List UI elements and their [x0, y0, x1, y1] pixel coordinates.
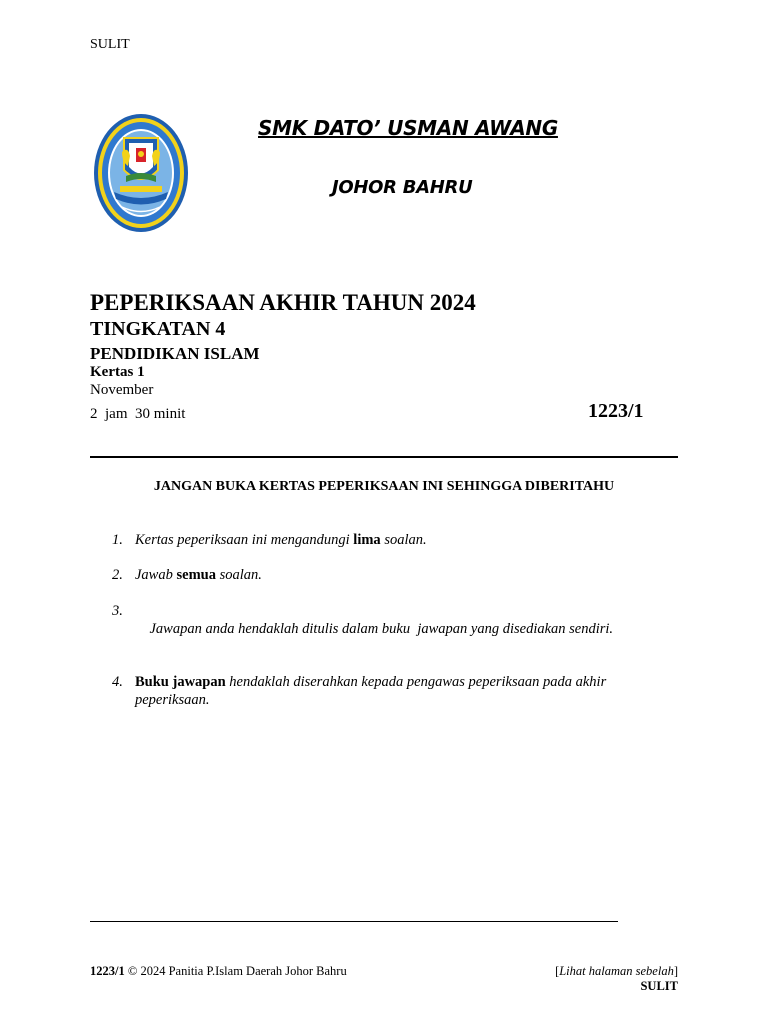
school-name: SMK DATO’ USMAN AWANG	[258, 116, 558, 140]
instruction-text: hendaklah diserahkan kepada pengawas peperiksaan pada akhir peperiksaan.	[135, 674, 607, 708]
warning-notice: JANGAN BUKA KERTAS PEPERIKSAAN INI SEHINGGA DIBERITAHU	[153, 479, 615, 494]
instruction-text: soalan.	[380, 532, 427, 548]
footer-divider	[90, 921, 618, 922]
instruction-emphasis: Buku jawapan	[135, 674, 226, 690]
instruction-emphasis: semua	[176, 567, 216, 583]
instruction-list	[112, 531, 672, 709]
exam-month: November	[90, 382, 154, 398]
bracket-open: [	[555, 964, 560, 978]
school-crest-icon	[92, 112, 190, 234]
instruction-number: 1.	[112, 532, 123, 548]
instruction-text: soalan.	[215, 567, 262, 583]
exam-duration: 2 jam 30 minit	[90, 406, 186, 422]
bracket-close: ]	[673, 964, 678, 978]
footer-copyright	[90, 964, 347, 979]
exam-paper: Kertas 1	[90, 364, 145, 380]
instruction-item	[112, 531, 672, 549]
instruction-text: Jawab	[135, 567, 177, 583]
next-page-text: Lihat halaman sebelah	[559, 964, 674, 978]
school-city: JOHOR BAHRU	[332, 177, 473, 198]
instruction-number: 3.	[112, 603, 123, 619]
exam-form: TINGKATAN 4	[90, 318, 226, 340]
instruction-emphasis: lima	[353, 532, 381, 548]
exam-title: PEPERIKSAAN AKHIR TAHUN 2024	[90, 290, 476, 315]
exam-code: 1223/1	[588, 400, 644, 422]
instruction-item	[112, 673, 672, 709]
instruction-item	[112, 566, 672, 584]
exam-subject: PENDIDIKAN ISLAM	[90, 344, 260, 363]
next-page-note	[540, 964, 678, 979]
instruction-number: 4.	[112, 674, 123, 690]
header-divider	[90, 456, 678, 458]
instruction-number: 2.	[112, 567, 123, 583]
classification-header: SULIT	[90, 37, 130, 52]
footer-copyright-text: © 2024 Panitia P.Islam Daerah Johor Bahru	[124, 964, 347, 978]
footer-code: 1223/1	[90, 964, 125, 978]
instruction-text: Kertas peperiksaan ini mengandungi	[135, 532, 354, 548]
instruction-item	[112, 602, 672, 656]
instruction-text: Jawapan anda hendaklah ditulis dalam buku jawapan yang disediakan sendiri.	[149, 621, 614, 637]
classification-footer: SULIT	[640, 979, 678, 993]
